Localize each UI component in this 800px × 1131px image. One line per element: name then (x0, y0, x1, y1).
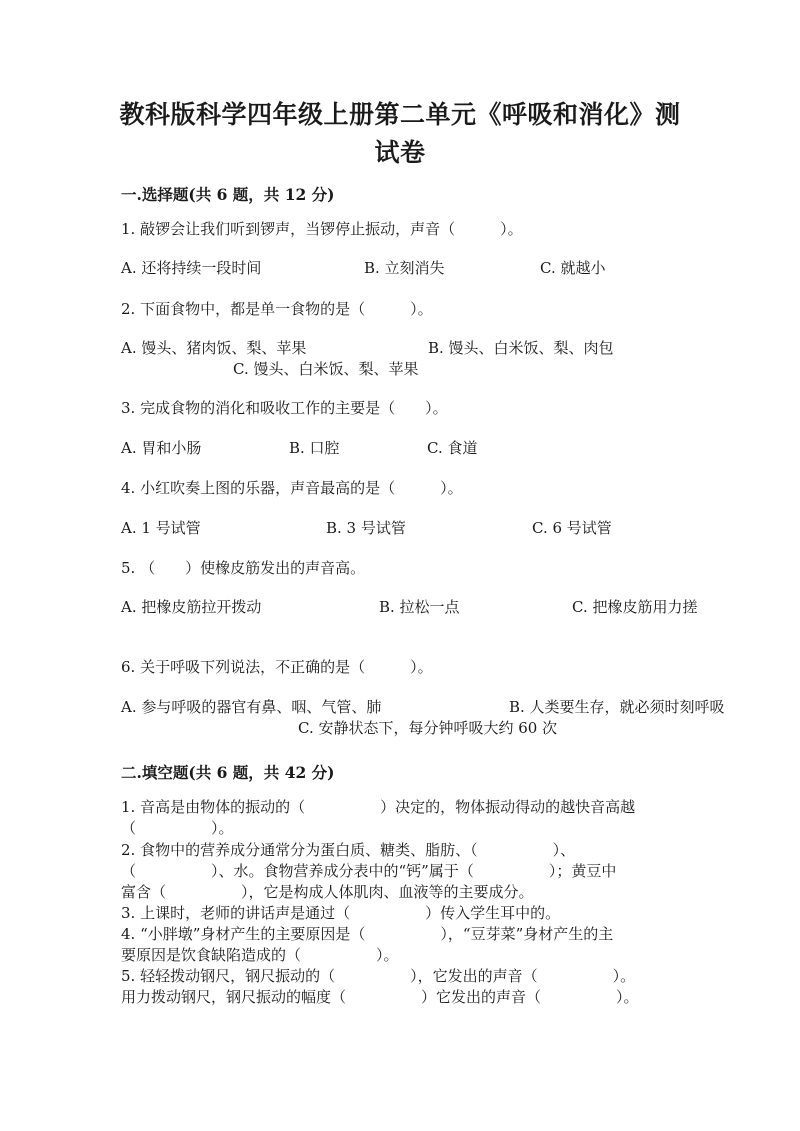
option-b: B. 3 号试管 (326, 519, 406, 537)
fill-line: 2. 食物中的营养成分通常分为蛋白质、糖类、脂肪、（ ）、 (121, 841, 576, 859)
section-heading-choice: 一.选择题(共 6 题，共 12 分) (121, 185, 335, 204)
fill-line: 5. 轻轻拨动钢尺，钢尺振动的（ ），它发出的声音（ ）。 (121, 967, 636, 985)
question-stem: 4. 小红吹奏上图的乐器，声音最高的是（ ）。 (121, 479, 463, 497)
option-a: A. 还将持续一段时间 (121, 259, 262, 277)
option-c: C. 安静状态下，每分钟呼吸大约 60 次 (298, 719, 558, 737)
fill-line: 3. 上课时，老师的讲话声是通过（ ）传入学生耳中的。 (121, 904, 561, 922)
option-c: C. 馒头、白米饭、梨、苹果 (233, 360, 419, 378)
option-a: A. 胃和小肠 (121, 439, 202, 457)
fill-line: 要原因是饮食缺陷造成的（ ）。 (121, 946, 399, 964)
option-a: A. 馒头、猪肉饭、梨、苹果 (121, 339, 307, 357)
option-b: B. 口腔 (289, 439, 340, 457)
fill-line: （ ）、水。食物营养成分表中的“钙”属于（ ）；黄豆中 (121, 862, 617, 880)
question-stem: 5. （ ）使橡皮筋发出的声音高。 (121, 559, 366, 577)
question-stem: 6. 关于呼吸下列说法，不正确的是（ ）。 (121, 658, 433, 676)
option-b: B. 馒头、白米饭、梨、肉包 (428, 339, 614, 357)
question-stem: 3. 完成食物的消化和吸收工作的主要是（ ）。 (121, 399, 448, 417)
option-a: A. 1 号试管 (121, 519, 201, 537)
option-c: C. 把橡皮筋用力搓 (572, 598, 698, 616)
question-stem: 2. 下面食物中，都是单一食物的是（ ）。 (121, 300, 433, 318)
option-b: B. 人类要生存，就必须时刻呼吸 (509, 698, 725, 716)
option-c: C. 食道 (427, 439, 478, 457)
question-stem: 1. 敲锣会让我们听到锣声，当锣停止振动，声音（ ）。 (121, 220, 523, 238)
option-b: B. 立刻消失 (364, 259, 445, 277)
option-b: B. 拉松一点 (379, 598, 460, 616)
option-c: C. 就越小 (540, 259, 606, 277)
fill-line: 4. “小胖墩”身材产生的主要原因是（ ），“豆芽菜”身材产生的主 (121, 925, 614, 943)
exam-title: 教科版科学四年级上册第二单元《呼吸和消化》测试卷 (119, 100, 681, 167)
fill-line: 1. 音高是由物体的振动的（ ）决定的，物体振动得动的越快音高越 (121, 798, 636, 816)
section-heading-fill: 二.填空题(共 6 题，共 42 分) (121, 763, 335, 782)
option-a: A. 参与呼吸的器官有鼻、咽、气管、肺 (121, 698, 382, 716)
option-a: A. 把橡皮筋拉开拨动 (121, 598, 262, 616)
fill-line: 富含（ ），它是构成人体肌肉、血液等的主要成分。 (121, 883, 534, 901)
option-c: C. 6 号试管 (532, 519, 612, 537)
fill-line: 用力拨动钢尺，钢尺振动的幅度（ ）它发出的声音（ ）。 (121, 988, 639, 1006)
fill-line: （ ）。 (121, 819, 234, 837)
